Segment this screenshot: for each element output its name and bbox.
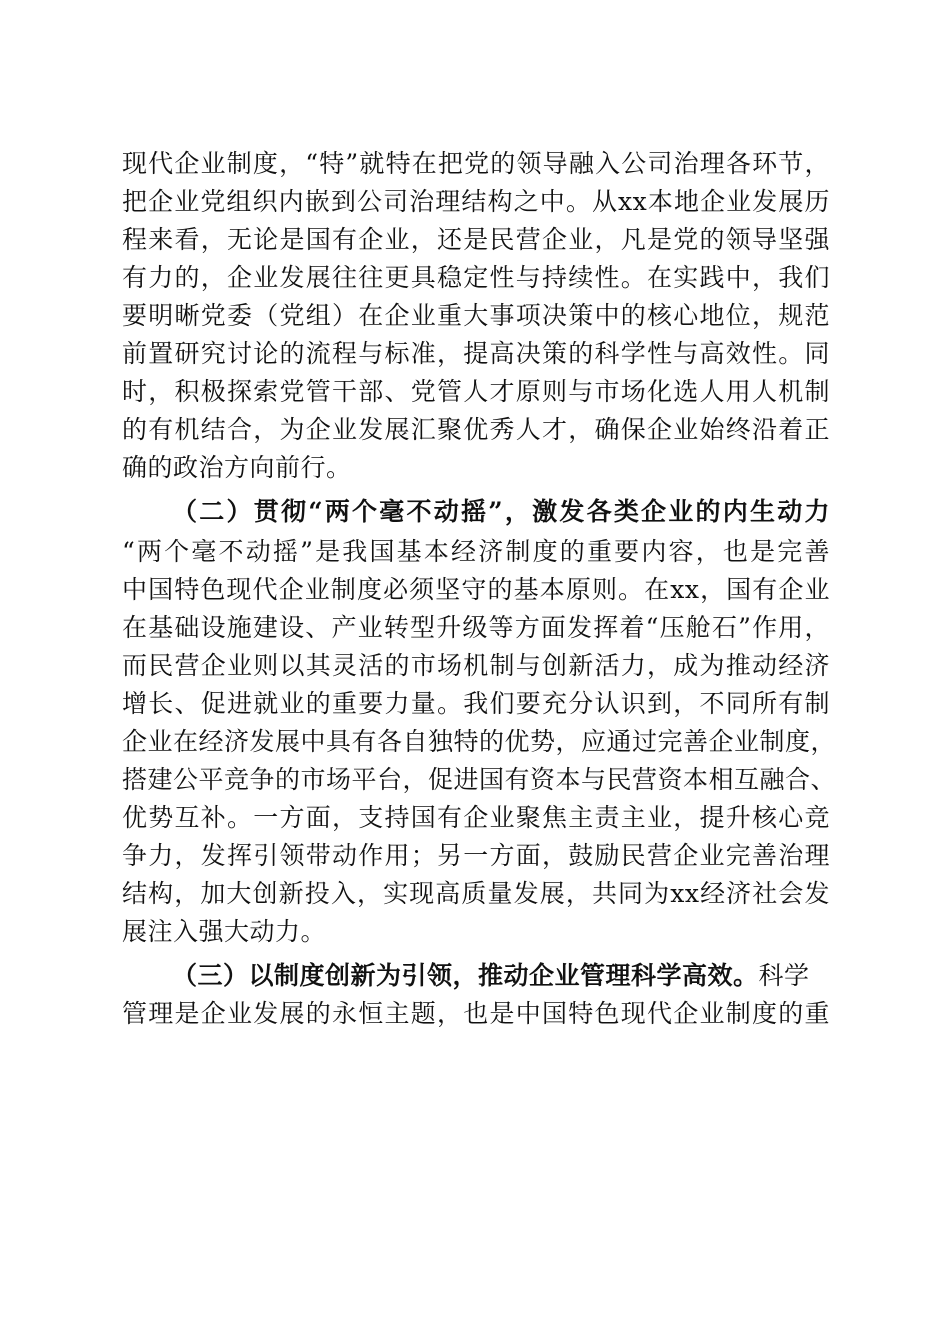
paragraph-line-5: 要明晰党委（党组）在企业重大事项决策中的核心地位，规范: [122, 301, 830, 330]
section-heading-3-line: [172, 957, 830, 995]
paragraph-line-22: 管理是企业发展的永恒主题，也是中国特色现代企业制度的重: [122, 999, 830, 1028]
paragraph-line-9: 确的政治方向前行。: [122, 453, 352, 482]
paragraph-line-13: 而民营企业则以其灵活的市场机制与创新活力，成为推动经济: [122, 651, 830, 680]
paragraph-line-15: 企业在经济发展中具有各自独特的优势，应通过完善企业制度，: [122, 727, 837, 756]
paragraph-line-14: 增长、促进就业的重要力量。我们要充分认识到，不同所有制: [122, 689, 830, 718]
paragraph-line-19: 结构，加大创新投入，实现高质量发展，共同为xx经济社会发: [122, 879, 830, 908]
paragraph-line-3: 程来看，无论是国有企业，还是民营企业，凡是党的领导坚强: [122, 225, 830, 254]
paragraph-line-12: 在基础设施建设、产业转型升级等方面发挥着“压舱石”作用，: [122, 613, 830, 642]
paragraph-line-11: 中国特色现代企业制度必须坚守的基本原则。在xx，国有企业: [122, 575, 830, 604]
paragraph-line-7: 时，积极探索党管干部、党管人才原则与市场化选人用人机制: [122, 377, 830, 406]
paragraph-line-17: 优势互补。一方面，支持国有企业聚焦主责主业，提升核心竞: [122, 803, 830, 832]
paragraph-line-1: 现代企业制度，“特”就特在把党的领导融入公司治理各环节，: [122, 149, 830, 178]
paragraph-line-16: 搭建公平竞争的市场平台，促进国有资本与民营资本相互融合、: [122, 765, 837, 794]
section-heading-2: （二）贯彻“两个毫不动摇”，激发各类企业的内生动力: [172, 497, 830, 526]
paragraph-line-4: 有力的，企业发展往往更具稳定性与持续性。在实践中，我们: [122, 263, 830, 292]
paragraph-line-2: 把企业党组织内嵌到公司治理结构之中。从xx本地企业发展历: [122, 187, 830, 216]
paragraph-line-20: 展注入强大动力。: [122, 917, 327, 946]
paragraph-line-10: “两个毫不动摇”是我国基本经济制度的重要内容，也是完善: [122, 537, 830, 566]
paragraph-line-6: 前置研究讨论的流程与标准，提高决策的科学性与高效性。同: [122, 339, 830, 368]
paragraph-line-18: 争力，发挥引领带动作用；另一方面，鼓励民营企业完善治理: [122, 841, 830, 870]
paragraph-line-8: 的有机结合，为企业发展汇聚优秀人才，确保企业始终沿着正: [122, 415, 830, 444]
section-heading-3: （三）以制度创新为引领，推动企业管理科学高效。: [172, 961, 759, 990]
paragraph-line-21-tail: 科学: [758, 961, 810, 990]
